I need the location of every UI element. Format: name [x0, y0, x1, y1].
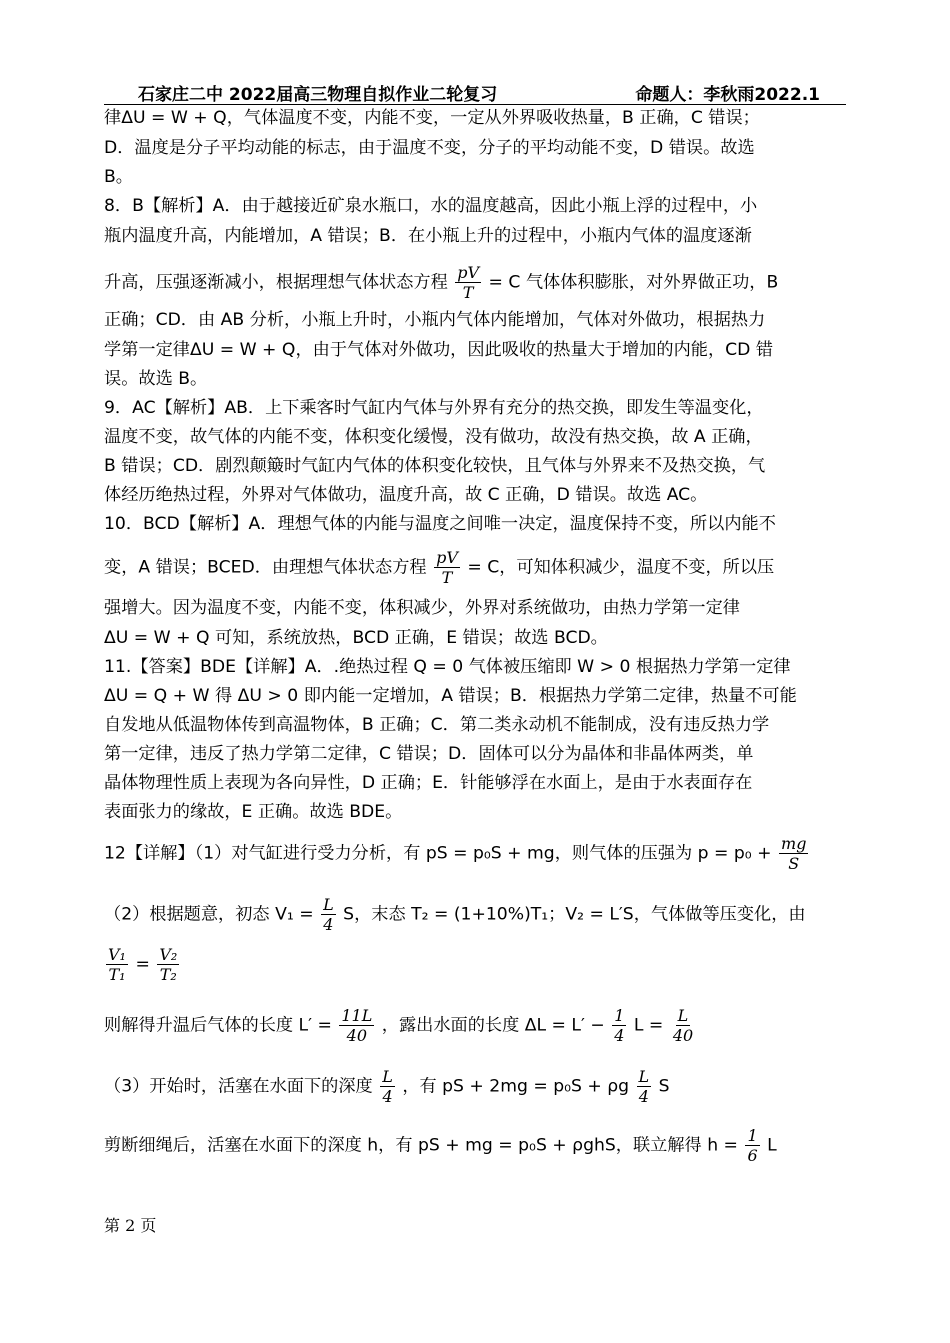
text-segment: ，露出水面的长度 ΔL = L′ − [381, 1015, 605, 1036]
denominator: T₂ [159, 965, 177, 984]
numerator: V₁ [108, 945, 126, 964]
text-line: 10．BCD【解析】A．理想气体的内能与温度之间唯一决定，温度保持不变，所以内能不 [104, 514, 776, 534]
numerator: pV [457, 263, 480, 282]
page-number: 第 2 页 [104, 1216, 157, 1235]
text-segment: = C，可知体积减少，温度不变，所以压 [467, 557, 775, 578]
denominator: 4 [323, 915, 334, 934]
formula-line [104, 945, 181, 984]
text-line: 学第一定律ΔU = W + Q，由于气体对外做功，因此吸收的热量大于增加的内能，CD 错 [104, 340, 774, 360]
fraction-mg-over-s [779, 834, 808, 873]
text-line: 11.【答案】BDE【详解】A．.绝热过程 Q = 0 气体被压缩即 W > 0 根据热力学第一定律 [104, 657, 791, 677]
text-line: 体经历绝热过程，外界对气体做功，温度升高，故 C 正确，D 错误。故选 AC。 [104, 485, 708, 505]
text-line-with-formula [104, 895, 806, 934]
text-segment: 12【详解】（1）对气缸进行受力分析，有 pS = p₀S + mg，则气体的压强为 p = p₀ + [104, 843, 772, 864]
text-line: 8．B【解析】A．由于越接近矿泉水瓶口，水的温度越高，因此小瓶上浮的过程中，小 [104, 196, 758, 216]
text-line: 正确；CD．由 AB 分析，小瓶上升时，小瓶内气体内能增加，气体对外做功，根据热力 [104, 310, 766, 330]
text-line-with-formula [104, 548, 774, 587]
text-segment: 剪断细绳后，活塞在水面下的深度 h，有 pS + mg = p₀S + ρghS，联立解得 h = [104, 1135, 738, 1156]
denominator: 4 [638, 1087, 649, 1106]
numerator: 1 [747, 1126, 758, 1145]
text-line: 第一定律，违反了热力学第二定律，C 错误；D．固体可以分为晶体和非晶体两类，单 [104, 744, 754, 764]
page-header [104, 78, 846, 105]
text-line: 9．AC【解析】AB．上下乘客时气缸内气体与外界有充分的热交换，即发生等温变化， [104, 398, 764, 418]
text-segment: S [658, 1076, 670, 1097]
fraction-v2-over-t2 [157, 945, 179, 984]
text-line: ΔU = Q + W 得 ΔU > 0 即内能一定增加，A 错误；B．根据热力学第二定律，热量不可能 [104, 686, 797, 706]
header-title: 石家庄二中 2022届高三物理自拟作业二轮复习 [138, 85, 498, 105]
text-segment: 变，A 错误；BCED．由理想气体状态方程 [104, 557, 427, 578]
denominator: T₁ [108, 965, 126, 984]
text-line: 表面张力的缘故，E 正确。故选 BDE。 [104, 802, 403, 822]
text-line: ΔU = W + Q 可知，系统放热，BCD 正确，E 错误；故选 BCD。 [104, 628, 608, 648]
text-segment: 则解得升温后气体的长度 L′ = [104, 1015, 332, 1036]
denominator: 40 [346, 1026, 368, 1045]
numerator: L [677, 1006, 689, 1025]
fraction-v1-over-t1 [106, 945, 128, 984]
fraction-l-over-40 [671, 1006, 695, 1045]
text-line-with-formula [104, 263, 778, 302]
fraction-pv-over-t [455, 263, 481, 302]
text-line-with-formula [104, 834, 810, 873]
text-line: 自发地从低温物体传到高温物体，B 正确；C．第二类永动机不能制成，没有违反热力学 [104, 715, 770, 735]
text-line: 强增大。因为温度不变，内能不变，体积减少，外界对系统做功，由热力学第一定律 [104, 598, 740, 618]
text-line: B。 [104, 167, 133, 187]
text-line: B 错误；CD．剧烈颠簸时气缸内气体的体积变化较快，且气体与外界来不及热交换，气 [104, 456, 766, 476]
numerator: 11L [341, 1006, 373, 1025]
text-segment: 升高，压强逐渐减小，根据理想气体状态方程 [104, 272, 448, 293]
numerator: L [638, 1067, 650, 1086]
text-segment: ，有 pS + 2mg = p₀S + ρg [402, 1076, 630, 1097]
numerator: V₂ [159, 945, 178, 964]
fraction-1-over-6 [745, 1126, 759, 1165]
text-segment: L [767, 1135, 777, 1156]
text-line: 晶体物理性质上表现为各向异性，D 正确；E．针能够浮在水面上，是由于水表面存在 [104, 773, 753, 793]
text-line: 温度不变，故气体的内能不变，体积变化缓慢，没有做功，故没有热交换，故 A 正确， [104, 427, 763, 447]
text-segment: S，末态 T₂ = (1+10%)T₁；V₂ = L′S，气体做等压变化，由 [343, 904, 806, 925]
numerator: pV [436, 548, 458, 567]
text-segment: L = [633, 1015, 664, 1036]
denominator: 40 [672, 1026, 694, 1045]
text-line-with-formula [104, 1067, 670, 1106]
text-line: 瓶内温度升高，内能增加，A 错误；B．在小瓶上升的过程中，小瓶内气体的温度逐渐 [104, 226, 752, 246]
text-line: 律ΔU = W + Q，气体温度不变，内能不变，一定从外界吸收热量，B 正确，C 错误； [104, 108, 760, 128]
equals-sign: = [135, 954, 150, 975]
text-line-with-formula [104, 1006, 697, 1045]
denominator: 4 [614, 1026, 625, 1045]
fraction-l-over-4 [321, 895, 336, 934]
header-author: 命题人：李秋雨2022.1 [635, 85, 820, 105]
numerator: L [382, 1067, 393, 1086]
text-segment: （3）开始时，活塞在水面下的深度 [104, 1076, 373, 1097]
fraction-11l-over-40 [339, 1006, 374, 1045]
fraction-1-over-4 [612, 1006, 626, 1045]
numerator: L [323, 895, 334, 914]
text-line: 误。故选 B。 [104, 369, 208, 389]
numerator: 1 [614, 1006, 625, 1025]
fraction-l-over-4 [637, 1067, 652, 1106]
text-segment: = C 气体体积膨胀，对外界做正功，B [488, 272, 779, 293]
denominator: T [441, 568, 453, 587]
numerator: mg [781, 834, 807, 853]
fraction-l-over-4 [380, 1067, 395, 1106]
denominator: 4 [382, 1087, 393, 1106]
text-segment: （2）根据题意，初态 V₁ = [104, 904, 314, 925]
text-line: D．温度是分子平均动能的标志，由于温度不变，分子的平均动能不变，D 错误。故选 [104, 138, 755, 158]
denominator: S [788, 854, 800, 873]
denominator: T [462, 283, 474, 302]
denominator: 6 [747, 1146, 758, 1165]
text-line-with-formula [104, 1126, 777, 1165]
fraction-pv-over-t [434, 548, 460, 587]
